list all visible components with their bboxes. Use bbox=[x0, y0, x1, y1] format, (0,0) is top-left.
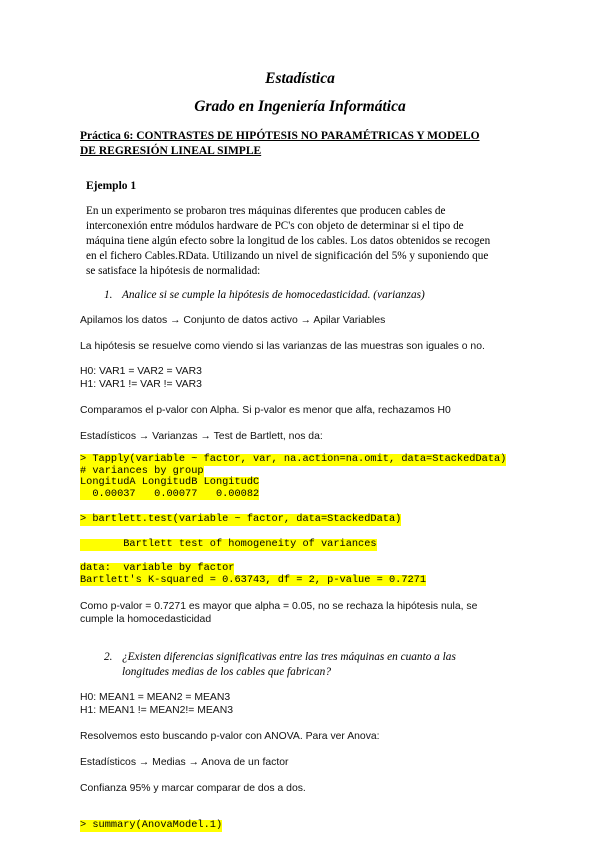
q2-confidence: Confianza 95% y marcar comparar de dos a dos. bbox=[80, 783, 306, 794]
intro-line: interconexión entre módulos hardware de PC's con objeto de determinar si el tipo de bbox=[86, 220, 464, 232]
q1-compare: Comparamos el p-valor con Alpha. Si p-valor es menor que alfa, rechazamos H0 bbox=[80, 405, 451, 416]
code-line: Bartlett test of homogeneity of variances bbox=[80, 538, 377, 550]
question-1-text: Analice si se cumple la hipótesis de homocedasticidad. (varianzas) bbox=[122, 289, 425, 301]
question-2-text-line2: longitudes medias de los cables que fabrican? bbox=[122, 666, 331, 678]
q1-explanation: La hipótesis se resuelve como viendo si las varianzas de las muestras son iguales o no. bbox=[80, 341, 485, 352]
practice-heading-line1: Práctica 6: CONTRASTES DE HIPÓTESIS NO PARAMÉTRICAS Y MODELO bbox=[80, 130, 480, 142]
intro-line: En un experimento se probaron tres máquinas diferentes que producen cables de bbox=[86, 205, 446, 217]
code-line: LongitudA LongitudB LongitudC bbox=[80, 476, 260, 488]
document-title: Estadística bbox=[265, 70, 335, 87]
q1-h1: H1: VAR1 != VAR != VAR3 bbox=[80, 379, 202, 390]
code-line: # variances by group bbox=[80, 464, 204, 477]
q2-method: Resolvemos esto buscando p-valor con ANOVA. Para ver Anova: bbox=[80, 731, 380, 742]
q1-menu-path: Estadísticos → Varianzas → Test de Bartlett, nos da: bbox=[80, 431, 323, 442]
intro-line: máquina tiene algún efecto sobre la longitud de los cables. Los datos obtenidos se recogen bbox=[86, 235, 491, 247]
code-line: data: variable by factor bbox=[80, 562, 235, 574]
intro-line: se satisface la hipótesis de normalidad: bbox=[86, 265, 261, 277]
q1-h0: H0: VAR1 = VAR2 = VAR3 bbox=[80, 366, 202, 377]
code-line: > Tapply(variable ~ factor, var, na.action=na.omit, data=StackedData) bbox=[80, 453, 507, 465]
code-line: > bartlett.test(variable ~ factor, data=StackedData) bbox=[80, 513, 402, 525]
question-2-text-line1: ¿Existen diferencias significativas entre las tres máquinas en cuanto a las bbox=[122, 651, 456, 663]
code-line: > summary(AnovaModel.1) bbox=[80, 819, 223, 831]
q1-step-stack: Apilamos los datos → Conjunto de datos activo → Apilar Variables bbox=[80, 315, 386, 326]
intro-line: en el fichero Cables.RData. Utilizando un nivel de significación del 5% y suponiendo que bbox=[86, 250, 489, 262]
code-line: 0.00037 0.00077 0.00082 bbox=[80, 487, 260, 500]
question-1-number: 1. bbox=[104, 289, 113, 301]
question-2-number: 2. bbox=[104, 651, 113, 663]
code-line: Bartlett's K-squared = 0.63743, df = 2, p-value = 0.7271 bbox=[80, 573, 427, 586]
practice-heading-line2: DE REGRESIÓN LINEAL SIMPLE bbox=[80, 145, 262, 157]
q1-conclusion-line: Como p-valor = 0.7271 es mayor que alpha = 0.05, no se rechaza la hipótesis nula, se bbox=[80, 601, 478, 612]
q2-h1: H1: MEAN1 != MEAN2!= MEAN3 bbox=[80, 705, 234, 716]
q1-conclusion-line: cumple la homocedasticidad bbox=[80, 614, 212, 625]
document-subtitle: Grado en Ingeniería Informática bbox=[194, 98, 406, 115]
q2-menu-path: Estadísticos → Medias → Anova de un factor bbox=[80, 757, 289, 768]
example-label: Ejemplo 1 bbox=[86, 180, 137, 192]
q2-h0: H0: MEAN1 = MEAN2 = MEAN3 bbox=[80, 692, 231, 703]
